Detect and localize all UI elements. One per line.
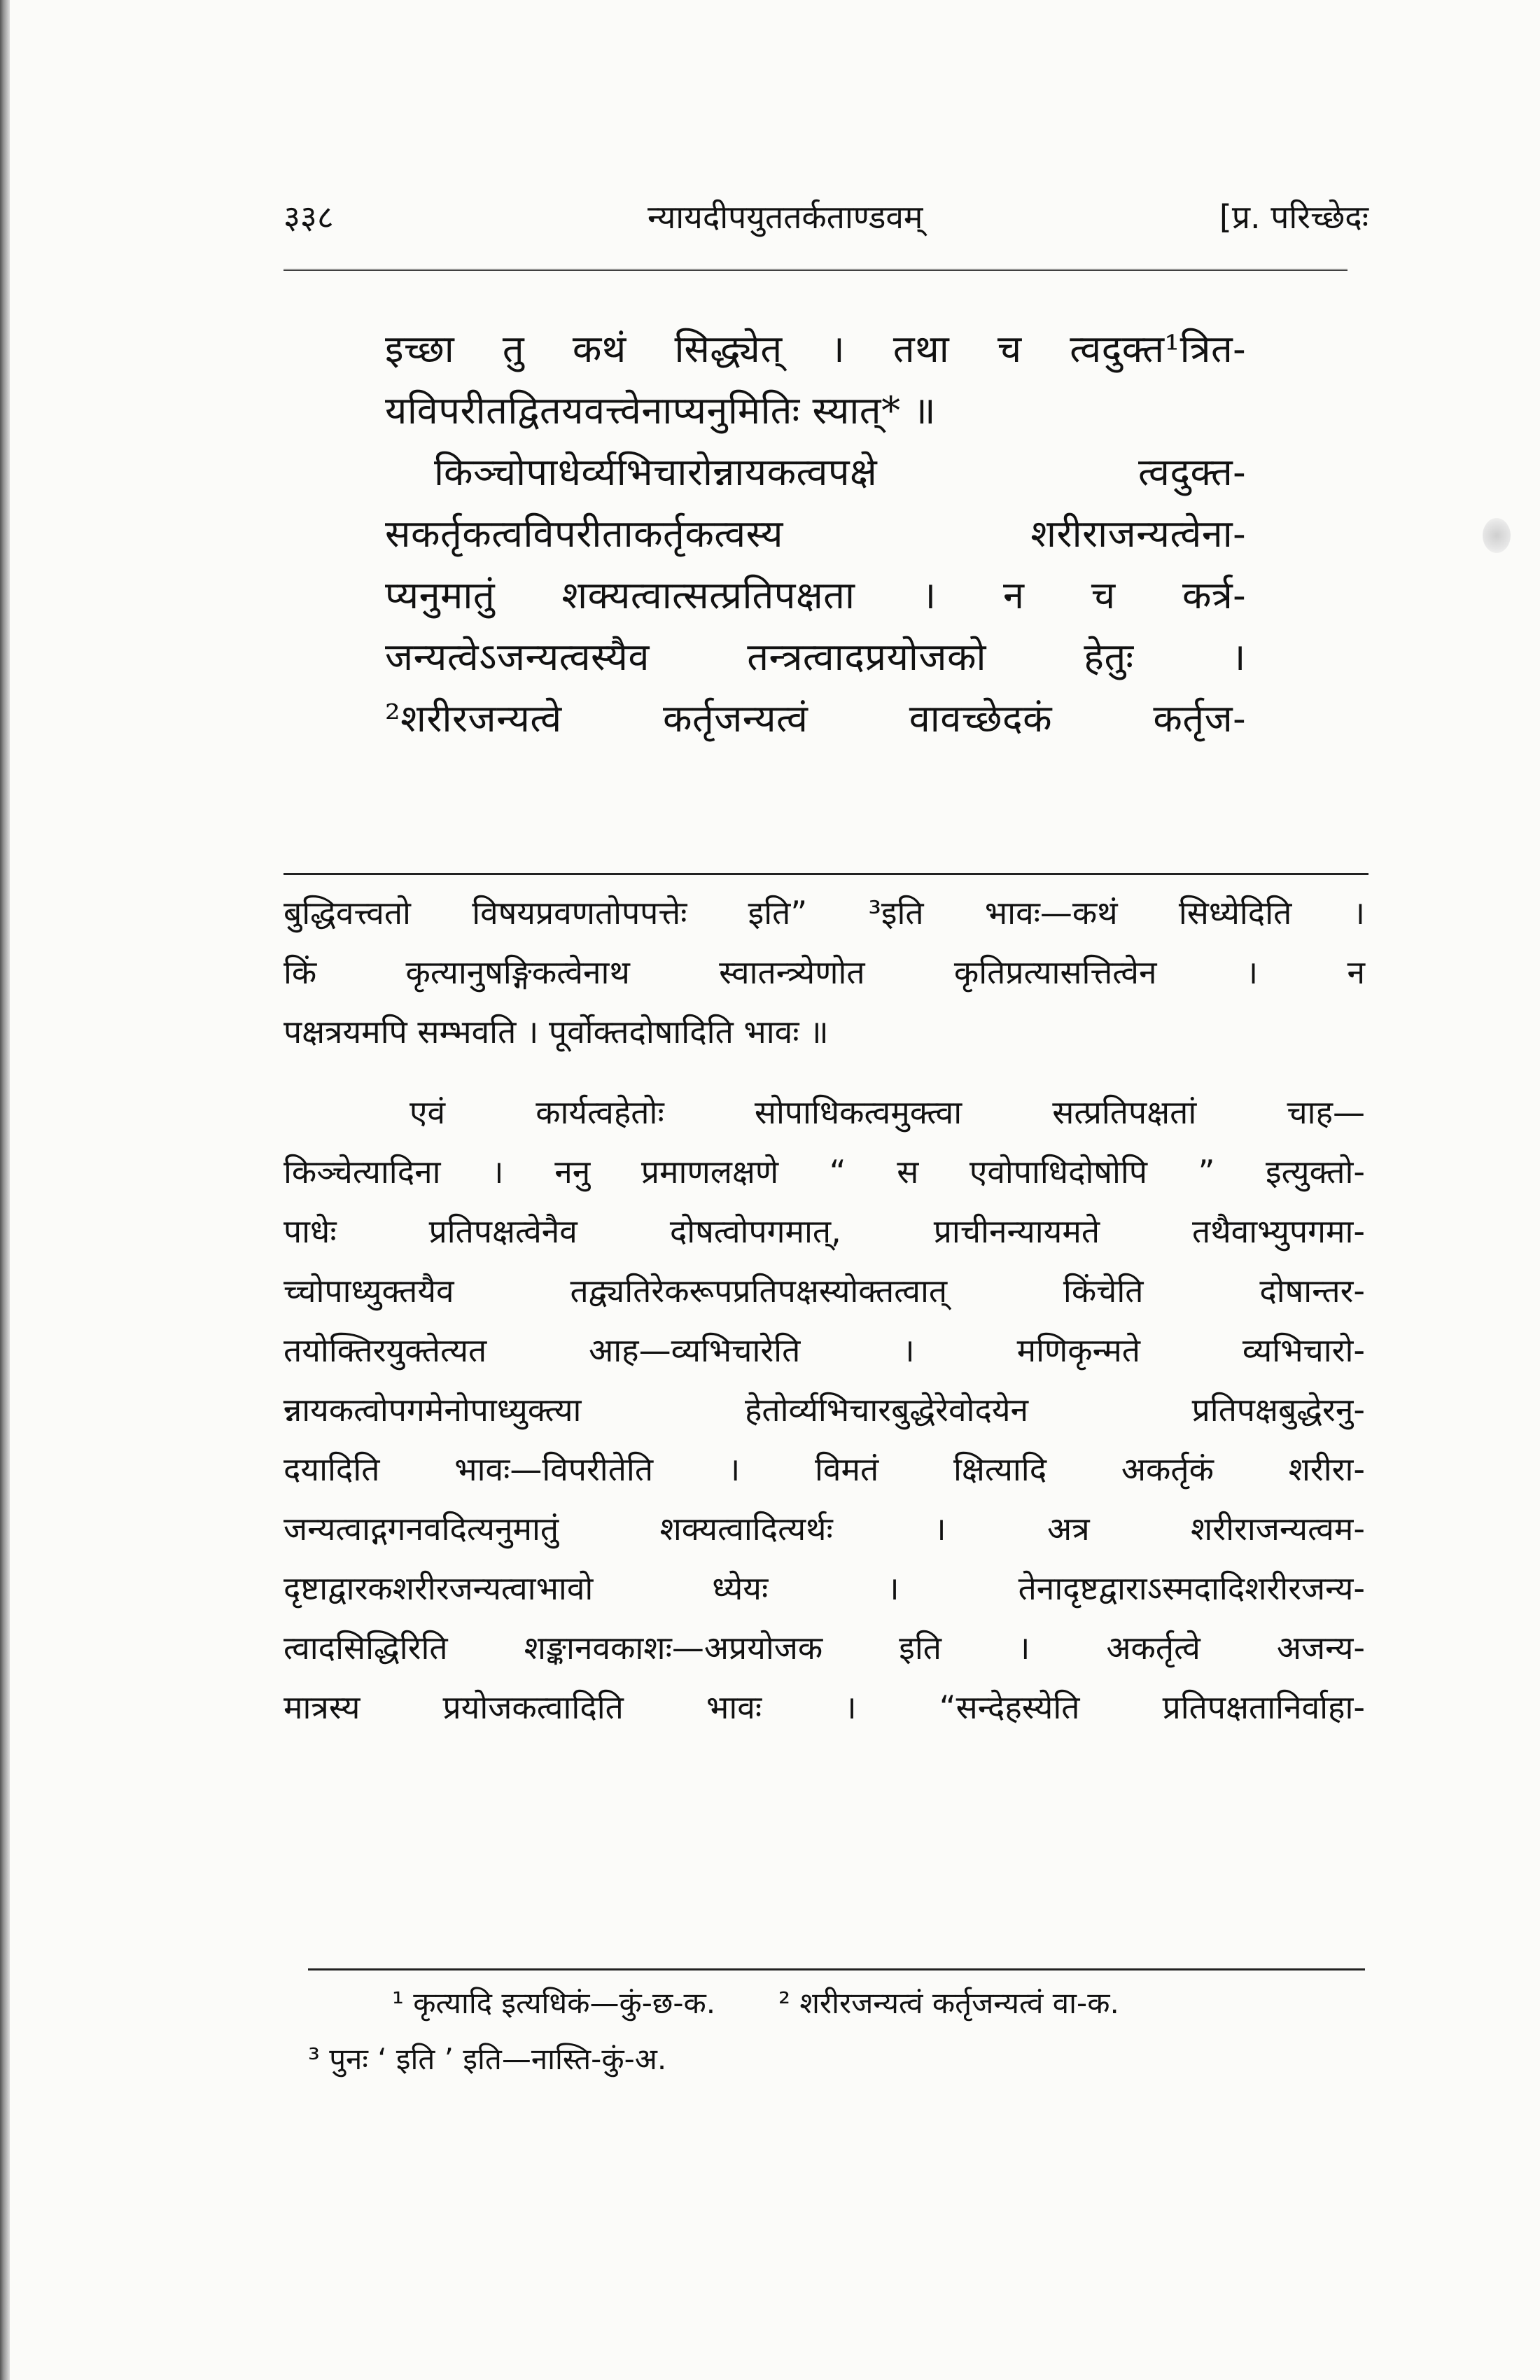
commentary-line: पाधेः प्रतिपक्षत्वेनैव दोषत्वोपगमात्, प्राचीनन्यायमते तथैवाभ्युपगमा-: [284, 1212, 1365, 1250]
book-title: न्यायदीपयुततर्कताण्डवम्: [648, 198, 923, 236]
main-text-line: ²शरीरजन्यत्वे कर्तृजन्यत्वं वावच्छेदकं कर्तृज-: [385, 696, 1246, 741]
main-text-line: यविपरीतद्वितयवत्त्वेनाप्यनुमितिः स्यात्* ॥: [385, 388, 937, 433]
commentary-line: पक्षत्रयमपि सम्भवति । पूर्वोक्तदोषादिति भावः ॥: [284, 1013, 829, 1051]
running-header: [284, 196, 1368, 252]
section-label: [प्र. परिच्छेदः: [1219, 198, 1368, 236]
footnote-2: ² शरीरजन्यत्वं कर्तृजन्यत्वं वा-क.: [778, 1986, 1119, 2020]
header-rule: [284, 269, 1348, 271]
main-text-block: [385, 318, 1246, 750]
main-text-line: जन्यत्वेऽजन्यत्वस्यैव तन्त्रत्वादप्रयोजको हेतुः ।: [385, 635, 1246, 679]
commentary-line: किं कृत्यानुषङ्गिकत्वेनाथ स्वातन्त्र्येणोत कृतिप्रत्यासत्तित्वेन । न: [284, 953, 1365, 991]
commentary-line: मात्रस्य प्रयोजकत्वादिति भावः । “सन्देहस्येति प्रतिपक्षतानिर्वाहा-: [284, 1688, 1365, 1726]
commentary-line: दयादिति भावः—विपरीतेति । विमतं क्षित्यादि अकर्तृकं शरीरा-: [284, 1450, 1365, 1488]
scan-smudge: [1483, 518, 1511, 553]
commentary-line: दृष्टाद्वारकशरीरजन्यत्वाभावो ध्येयः । तेनादृष्टद्वाराऽस्मदादिशरीरजन्य-: [284, 1569, 1365, 1607]
commentary-line: न्नायकत्वोपगमेनोपाध्युक्त्या हेतोर्व्यभिचारबुद्धेरेवोदयेन प्रतिपक्षबुद्धेरनु-: [284, 1391, 1365, 1429]
page-number: ३३८: [284, 198, 334, 236]
commentary-line: एवं कार्यत्वहेतोः सोपाधिकत्वमुक्त्वा सत्प्रतिपक्षतां चाह—: [410, 1093, 1365, 1131]
main-text-line: इच्छा तु कथं सिद्ध्येत् । तथा च त्वदुक्त¹त्रित-: [385, 327, 1246, 371]
footnote-1: ¹ कृत्यादि इत्यधिकं—कुं-छ-क.: [392, 1986, 716, 2020]
scan-edge-shadow: [0, 0, 10, 2380]
main-text-line: किञ्चोपाधेर्व्यभिचारोन्नायकत्वपक्षे त्वदुक्त-: [434, 450, 1246, 494]
commentary-line: जन्यत्वाद्गगनवदित्यनुमातुं शक्यत्वादित्यर्थः । अत्र शरीराजन्यत्वम-: [284, 1510, 1365, 1548]
commentary-line: किञ्चेत्यादिना । ननु प्रमाणलक्षणे “ स एवोपाधिदोषोपि ” इत्युक्तो-: [284, 1153, 1365, 1191]
commentary-line: च्चोपाध्युक्तयैव तद्व्यतिरेकरूपप्रतिपक्षस्योक्तत्वात् किंचेति दोषान्तर-: [284, 1272, 1365, 1310]
text-commentary-divider: [284, 873, 1368, 875]
footnote-line: [308, 2031, 1365, 2087]
main-text-line: सकर्तृकत्वविपरीताकर्तृकत्वस्य शरीराजन्यत्वेना-: [385, 512, 1246, 556]
commentary-block: [284, 883, 1365, 1737]
commentary-line: त्वादसिद्धिरिति शङ्कानवकाशः—अप्रयोजक इति । अकर्तृत्वे अजन्य-: [284, 1629, 1365, 1667]
commentary-line: बुद्धिवत्त्वतो विषयप्रवणतोपपत्तेः इति” ³इति भावः—कथं सिध्येदिति ।: [284, 894, 1365, 932]
footnote-line: [308, 1975, 1365, 2031]
main-text-line: प्यनुमातुं शक्यत्वात्सत्प्रतिपक्षता । न च कर्त्र-: [385, 573, 1246, 617]
footnote-3: ³ पुनः ‘ इति ’ इति—नास्ति-कुं-अ.: [308, 2042, 667, 2076]
footnote-rule: [308, 1968, 1365, 1970]
footnotes: [308, 1975, 1365, 2087]
commentary-line: तयोक्तिरयुक्तेत्यत आह—व्यभिचारेति । मणिकृन्मते व्यभिचारो-: [284, 1331, 1365, 1369]
